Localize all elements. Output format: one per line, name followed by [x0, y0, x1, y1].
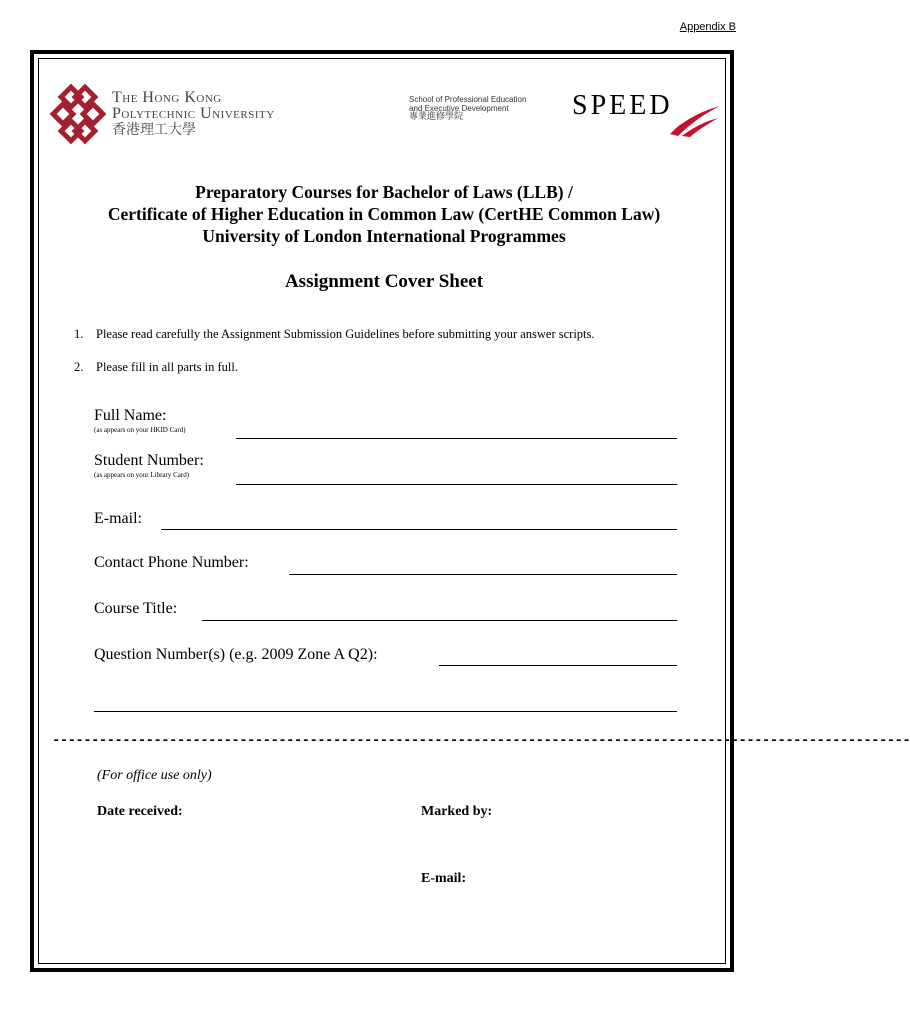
instruction-number: 2.	[74, 360, 84, 374]
full-name-input-line[interactable]	[236, 438, 677, 439]
email-input-line[interactable]	[161, 529, 677, 530]
program-title-line3: University of London International Programmes	[202, 226, 566, 246]
full-name-note: (as appears on your HKID Card)	[94, 426, 186, 434]
speed-school-name	[409, 95, 526, 122]
polyu-name-line2: Polytechnic University	[112, 105, 275, 122]
course-title-input-line[interactable]	[202, 620, 677, 621]
date-received-label: Date received:	[97, 804, 183, 819]
full-name-label	[94, 407, 186, 434]
program-title	[40, 181, 728, 247]
email-label: E-mail:	[94, 510, 142, 527]
instruction-number: 1.	[74, 327, 84, 341]
polyu-logo-icon	[50, 86, 106, 142]
cut-divider: --------------------------------------------------------------------------------------------------------------	[52, 733, 910, 749]
student-number-input-line[interactable]	[236, 484, 677, 485]
school-line-2: and Executive Development	[409, 104, 509, 113]
marked-by-label: Marked by:	[421, 804, 493, 819]
polyu-name	[112, 90, 275, 137]
student-number-label-text: Student Number:	[94, 452, 204, 469]
polyu-name-chinese: 香港理工大學	[112, 122, 196, 138]
speed-swoosh-icon	[668, 100, 722, 138]
program-title-line1: Preparatory Courses for Bachelor of Laws (LLB) /	[195, 182, 573, 202]
student-number-label	[94, 452, 204, 479]
polyu-name-line1: The Hong Kong	[112, 89, 222, 106]
office-email-label: E-mail:	[421, 871, 467, 886]
course-title-label: Course Title:	[94, 600, 178, 617]
phone-input-line[interactable]	[289, 574, 677, 575]
full-name-label-text: Full Name:	[94, 407, 167, 424]
instruction-2	[74, 360, 238, 375]
appendix-label: Appendix B	[679, 21, 736, 33]
school-chinese: 專業進修學院	[409, 112, 464, 122]
speed-logo-text: SPEED	[572, 90, 673, 121]
instruction-text: Please fill in all parts in full.	[96, 360, 238, 374]
office-use-note: (For office use only)	[97, 768, 212, 783]
question-number-input-line-2[interactable]	[94, 711, 677, 712]
question-number-input-line[interactable]	[439, 665, 677, 666]
student-number-note: (as appears on your Library Card)	[94, 471, 190, 479]
question-number-label: Question Number(s) (e.g. 2009 Zone A Q2):	[94, 646, 378, 663]
school-line-1: School of Professional Education	[409, 95, 527, 104]
instruction-1	[74, 327, 595, 342]
phone-label: Contact Phone Number:	[94, 554, 249, 571]
program-title-line2: Certificate of Higher Education in Common Law (CertHE Common Law)	[107, 204, 661, 224]
sheet-title: Assignment Cover Sheet	[284, 271, 484, 292]
instruction-text: Please read carefully the Assignment Submission Guidelines before submitting your answer scripts.	[96, 327, 595, 341]
